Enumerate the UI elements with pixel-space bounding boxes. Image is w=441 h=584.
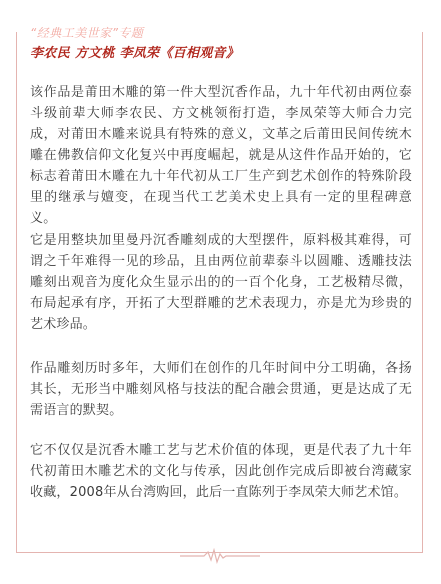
article-headline: 李农民 方文桃 李凤荣《百相观音》 (30, 46, 240, 61)
heartbeat-wave-icon (180, 548, 260, 564)
paragraph-4: 它不仅仅是沉香木雕工艺与艺术价值的体现，更是代表了九十年代初莆田木雕艺术的文化与传承，因此创作完成后即被台湾藏家收藏，2008年从台湾购回，此后一直陈列于李凤荣大师艺术馆。 (30, 443, 412, 500)
paragraph-2: 它是用整块加里曼丹沉香雕刻成的大型摆件，原料极其难得，可谓之千年难得一见的珍品，且由两位前辈泰斗以圆雕、透雕技法雕刻出观音为度化众生显示出的的一百个化身，工艺极精尽微，布局起承有序，开拓了大型群雕的艺术表现力，亦是尤为珍贵的艺术珍品。 (30, 233, 412, 332)
topic-tag: “经典工美世家”专题 (30, 26, 144, 40)
paragraph-3: 作品雕刻历时多年，大师们在创作的几年时间中分工明确，各扬其长，无形当中雕刻风格与技法的配合融会贯通，更是达成了无需语言的默契。 (30, 361, 412, 418)
paragraph-1: 该作品是莆田木雕的第一件大型沉香作品，九十年代初由两位泰斗级前辈大师李农民、方文桃领衔打造，李凤荣等大师合力完成，对莆田木雕来说具有特殊的意义，文革之后莆田民间传统木雕在佛教信仰文化复兴中再度崛起，就是从这件作品开始的，它标志着莆田木雕在九十年代初从工厂生产到艺术创作的特殊阶段里的继承与嬗变，在现当代工艺美术史上具有一定的里程碑意义。 (30, 85, 412, 226)
